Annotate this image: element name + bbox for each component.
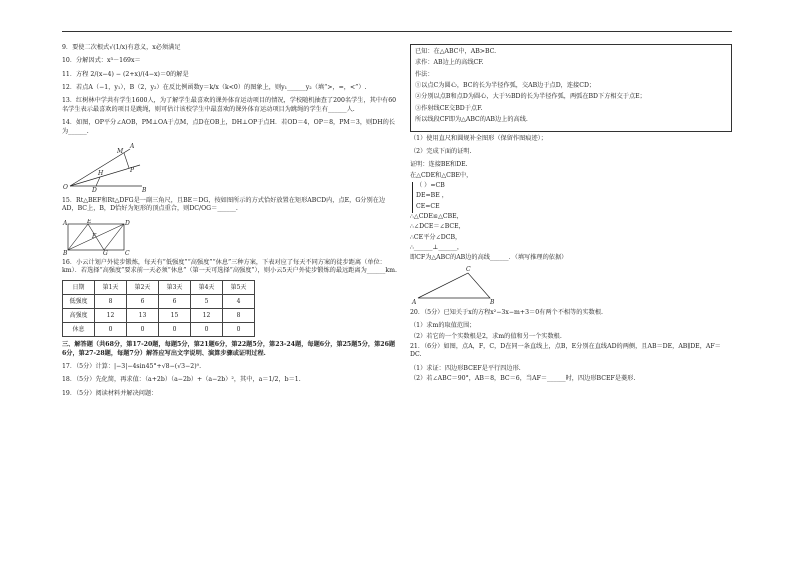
question-9: 9．要使二次根式√(1/x)有意义，x必须满足 <box>62 44 181 51</box>
table-cell: 0 <box>191 323 223 337</box>
table-row <box>63 309 255 323</box>
box-line: 求作：AB边上的高线CF. <box>415 59 484 67</box>
proof-brace <box>412 182 448 213</box>
question-20: 20．（5分）已知关于x的方程x²−3x−m+3＝0有两个不相等的实数根. <box>410 308 603 316</box>
box-line: ①以点C为圆心，BC的长为半径作弧，交AB边于点D，连接CD； <box>415 82 596 90</box>
label-F: F <box>92 232 97 240</box>
question-19-part-1: （1）使用直尺和圆规补全图形（保留作图痕迹）； <box>410 134 547 142</box>
box-line: ②分别以点B和点D为圆心，大于½BD的长为半径作弧，两弧在BD下方相交于点E； <box>415 93 646 101</box>
question-19: 19．（5分）阅读材料并解决问题： <box>62 389 158 397</box>
table-header-cell: 第1天 <box>95 281 127 295</box>
table-header-cell: 第3天 <box>159 281 191 295</box>
figure-19-triangle <box>410 265 732 305</box>
label-B: B <box>142 186 147 193</box>
box-line: ③作射线CE交BD于点F. <box>415 104 483 112</box>
proof-brace-line: （ ）=CB <box>416 181 445 189</box>
label-G: G <box>103 249 108 255</box>
label-D: D <box>92 186 97 193</box>
table-cell: 6 <box>159 295 191 309</box>
box-line: 已知：在△ABC中，AB>BC. <box>415 48 497 55</box>
table-cell: 高强度 <box>63 309 95 323</box>
table-cell: 休息 <box>63 323 95 337</box>
proof-line: ∴______⊥______， <box>410 244 464 252</box>
label-C: C <box>466 265 471 273</box>
table-cell: 0 <box>223 323 255 337</box>
proof-brace-line: DE=BE ， <box>416 192 448 200</box>
question-13: 13．红树林中学共有学生1600人，为了解学生最喜欢的课外体育运动项目的情况，学校随机抽查了200名学生，其中有60名学生表示最喜欢的项目是跳绳，则可估计该校学生中最喜欢的课外体育运动项目为跳绳的学生有______人. <box>62 97 397 113</box>
question-16: 16．小云计划户外徒步锻炼，每天有“低强度”“高强度”“休息”三种方案，下表对应了每天不同方案的徒步距离（单位：km）．若选择“高强度”要求前一天必须“休息”（第一天可选择“高强度”），则小云5天户外徒步锻炼的最远距离为______km. <box>62 258 397 274</box>
construction-box <box>410 44 732 132</box>
proof-line: ∴∠DCE＝∠BCE， <box>410 223 465 231</box>
table-cell: 低强度 <box>63 295 95 309</box>
left-column <box>62 44 398 403</box>
question-21-part-2: （2）若∠ABC＝90°，AB＝8，BC＝6，当AF＝______时，四边形BCEF是菱形. <box>410 374 636 382</box>
table-header-cell: 第2天 <box>127 281 159 295</box>
table-header-cell: 日期 <box>63 281 95 295</box>
question-18: 18．（5分）先化简，再求值：（a+2b）（a−2b）+（a−2b）²，其中，a＝1/2，b＝1. <box>62 376 301 384</box>
proof-brace-line: CE=CE <box>416 202 440 210</box>
question-19-part-2: （2）完成下面的证明. <box>410 147 472 155</box>
hiking-plan-table <box>62 280 255 337</box>
proof-line: ∴△CDE≌△CBE， <box>410 213 463 221</box>
question-17: 17．（5分）计算：|−3|−4sin45°+√8−(√3−2)⁰. <box>62 363 202 371</box>
question-21-part-1: （1）求证：四边形BCEF是平行四边形. <box>410 364 521 372</box>
table-cell: 12 <box>95 309 127 323</box>
label-E: E <box>87 218 92 225</box>
label-O: O <box>63 183 68 191</box>
question-10: 10．分解因式：x³－169x＝ <box>62 57 141 65</box>
proof-line: 即CF为△ABC的AB边的高线______．（填写推理的依据） <box>410 254 568 262</box>
label-B: B <box>63 249 68 255</box>
label-H: H <box>98 169 104 177</box>
question-20-part-2: （2）若它的一个实数根是2，求m的值和另一个实数根. <box>410 332 562 340</box>
label-B: B <box>490 298 495 305</box>
table-cell: 15 <box>159 309 191 323</box>
question-12: 12．若点A（−1，y₁），B（2，y₂）在反比例函数y＝k/x（k<0）的图象上，则y₁______y₂（填“>，=，<”）. <box>62 84 367 92</box>
table-cell: 4 <box>223 295 255 309</box>
table-row <box>63 323 255 337</box>
table-cell: 6 <box>127 295 159 309</box>
question-14: 14．如图，OP平分∠AOB，PM⊥OA于点M，点D在OB上，DH⊥OP于点H．若OD＝4，OP＝8，PM＝3，则DH的长为______. <box>62 119 395 135</box>
table-cell: 0 <box>127 323 159 337</box>
label-C: C <box>125 249 130 255</box>
table-cell: 13 <box>127 309 159 323</box>
header-rule <box>62 31 732 32</box>
table-header-cell: 第4天 <box>191 281 223 295</box>
table-cell: 8 <box>95 295 127 309</box>
table-header-row <box>63 281 255 295</box>
proof-line: ∴CE平分∠DCB， <box>410 233 462 241</box>
table-cell: 0 <box>159 323 191 337</box>
proof-line: 在△CDE和△CBE中， <box>410 171 473 179</box>
table-cell: 0 <box>95 323 127 337</box>
label-M: M <box>117 147 124 155</box>
question-11: 11．方程 2/(x−4) − (2+x)/(4−x)＝0的解是 <box>62 70 189 78</box>
question-21: 21．（6分）如图，点A，F，C，D在同一条直线上，点B，E分别在直线AD的两侧，且AB＝DE，AB∥DE，AF＝DC. <box>410 342 721 359</box>
right-column <box>410 44 732 385</box>
table-header-cell: 第5天 <box>223 281 255 295</box>
label-P: P <box>130 166 135 174</box>
label-A: A <box>130 142 135 150</box>
figure-15 <box>62 219 398 255</box>
box-line: 所以线段CF即为△ABC的AB边上的高线. <box>415 116 528 124</box>
label-A: A <box>412 298 417 305</box>
label-A: A <box>63 219 68 227</box>
question-20-part-1: （1）求m的取值范围； <box>410 322 476 330</box>
figure-14 <box>62 141 398 193</box>
table-cell: 12 <box>191 309 223 323</box>
box-line: 作法： <box>415 70 434 78</box>
label-D: D <box>125 219 130 227</box>
table-cell: 5 <box>191 295 223 309</box>
table-cell: 8 <box>223 309 255 323</box>
question-15: 15．Rt△BEF和Rt△DFG是一副三角尺，且BE＝DG，按如图所示的方式恰好放置在矩形ABCD内，点E，G分别在边AD，BC上，B，D恰好为矩形的顶点重合，则DC/OG＝______. <box>62 196 386 213</box>
section-3-heading: 三、解答题（共68分，第17-20题，每题5分，第21题6分，第22题5分，第23-24题，每题6分，第25题5分，第26题6分，第27-28题，每题7分）解答应写出文字说明、演算步骤或证明过程. <box>62 341 396 357</box>
proof-line: 证明：连接BE和DE. <box>410 161 468 169</box>
table-row <box>63 295 255 309</box>
